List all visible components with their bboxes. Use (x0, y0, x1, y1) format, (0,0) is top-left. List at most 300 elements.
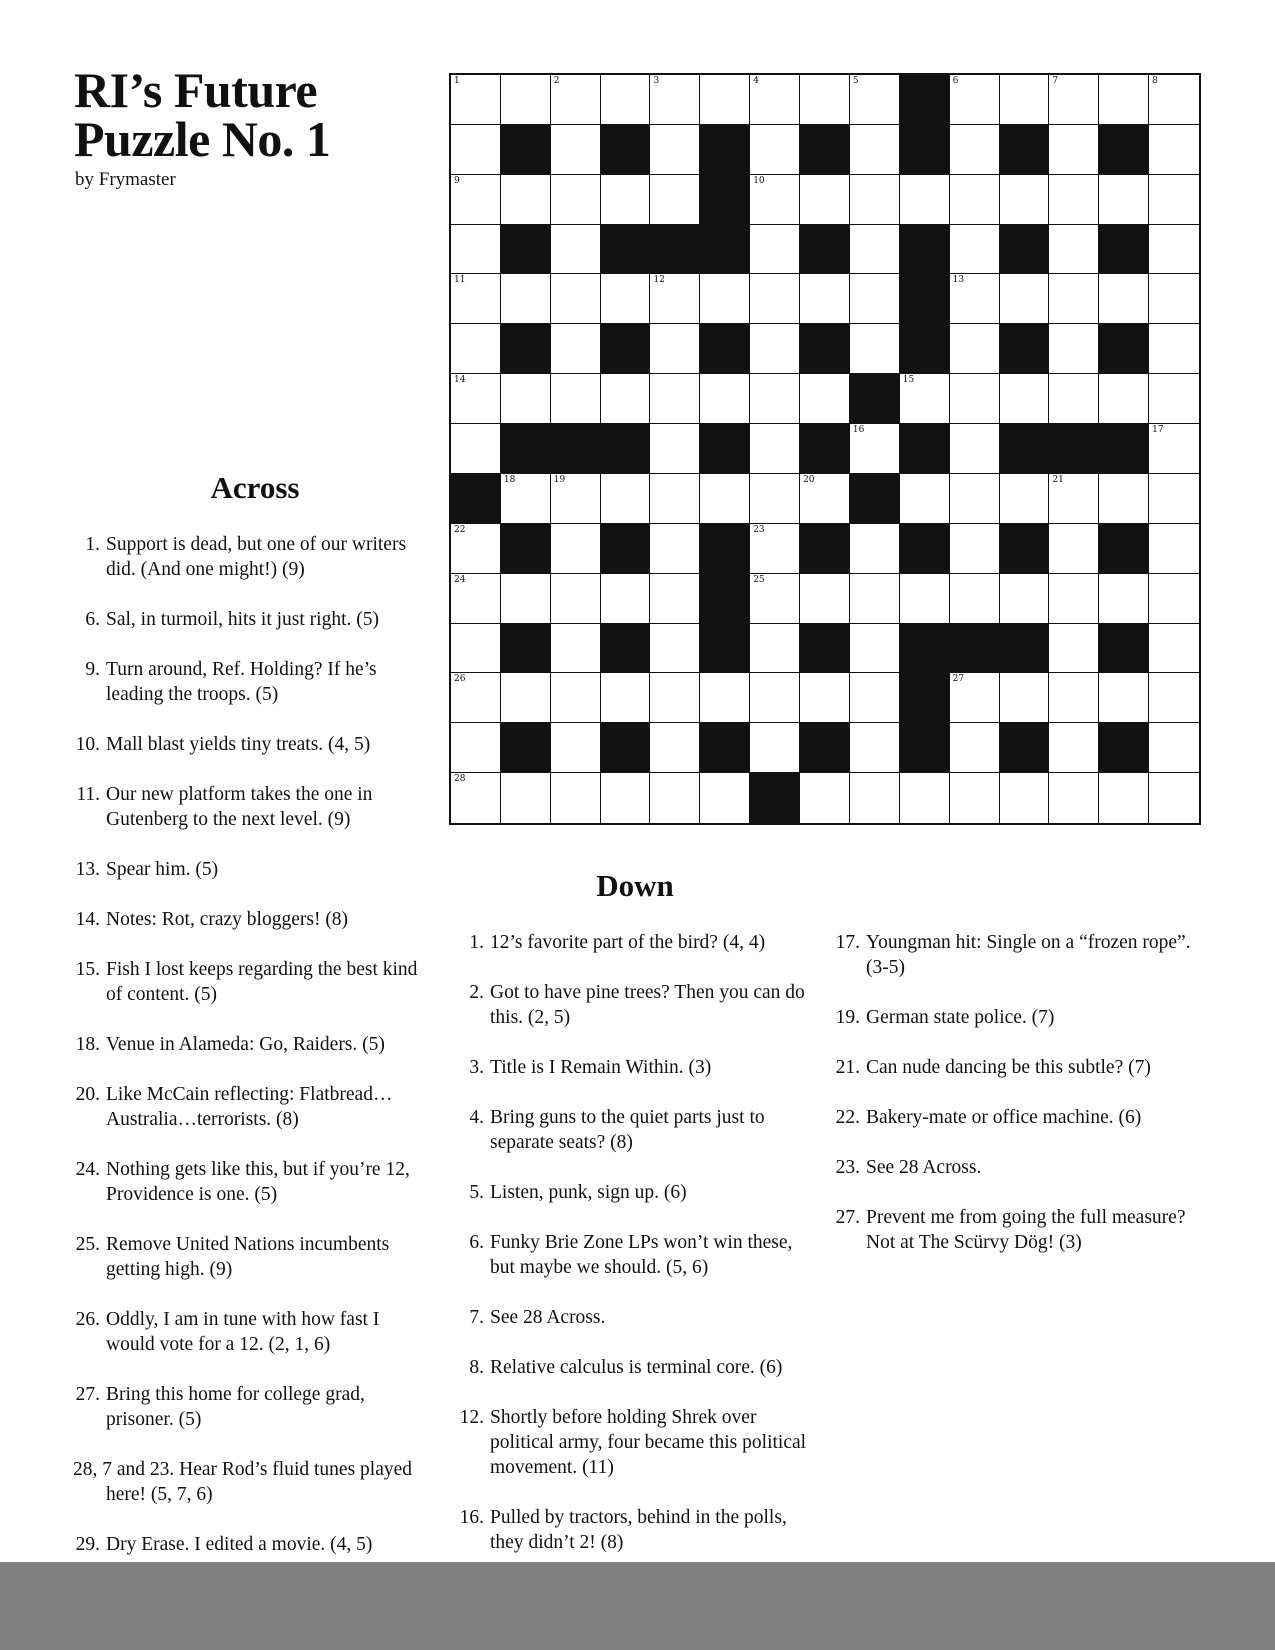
down-heading: Down (596, 868, 674, 903)
grid-cell[interactable] (700, 75, 750, 125)
grid-cell[interactable] (950, 274, 1000, 324)
clue-item-text: Bring this home for college grad, prisoner. (5) (106, 1384, 365, 1430)
clue-item-number: 25. (75, 1234, 100, 1255)
clue-item-number: 3. (469, 1057, 484, 1078)
grid-cell[interactable] (750, 125, 800, 175)
grid-cell[interactable] (601, 773, 651, 823)
grid-cell[interactable] (800, 274, 850, 324)
grid-cell[interactable] (451, 624, 501, 674)
clue-number: 12 (653, 275, 665, 286)
grid-cell[interactable] (1149, 723, 1199, 773)
grid-cell[interactable] (451, 274, 501, 324)
black-square (700, 624, 750, 674)
grid-cell[interactable] (1049, 75, 1099, 125)
clue-number: 24 (454, 574, 466, 585)
clue-item (833, 1105, 1198, 1130)
grid-cell[interactable] (750, 474, 800, 524)
grid-cell[interactable] (1000, 673, 1050, 723)
grid-cell[interactable] (950, 175, 1000, 225)
grid-cell[interactable] (1099, 75, 1149, 125)
grid-cell[interactable] (1099, 274, 1149, 324)
grid-cell[interactable] (1049, 225, 1099, 275)
black-square (700, 524, 750, 574)
grid-cell[interactable] (750, 374, 800, 424)
grid-cell[interactable] (1149, 125, 1199, 175)
black-square (800, 424, 850, 474)
clue-item (833, 930, 1198, 980)
grid-cell[interactable] (551, 723, 601, 773)
grid-cell[interactable] (950, 574, 1000, 624)
grid-cell[interactable] (501, 574, 551, 624)
grid-cell[interactable] (650, 75, 700, 125)
clue-item-number: 9. (85, 659, 100, 680)
grid-cell[interactable] (601, 374, 651, 424)
clue-item-number: 2. (469, 982, 484, 1003)
grid-cell[interactable] (800, 175, 850, 225)
grid-cell[interactable] (1149, 673, 1199, 723)
grid-cell[interactable] (950, 524, 1000, 574)
clue-number: 2 (553, 76, 560, 86)
grid-cell[interactable] (950, 125, 1000, 175)
grid-cell[interactable] (750, 424, 800, 474)
clue-number: 14 (454, 375, 466, 386)
black-square (1099, 424, 1149, 474)
black-square (800, 723, 850, 773)
grid-cell[interactable] (1049, 723, 1099, 773)
grid-cell[interactable] (750, 75, 800, 125)
grid-cell[interactable] (850, 125, 900, 175)
grid-cell[interactable] (501, 474, 551, 524)
grid-cell[interactable] (451, 324, 501, 374)
clue-item-text: Fish I lost keeps regarding the best kind of content. (5) (106, 959, 418, 1005)
black-square (700, 574, 750, 624)
black-square (601, 524, 651, 574)
grid-cell[interactable] (900, 773, 950, 823)
grid-cell[interactable] (850, 524, 900, 574)
black-square (900, 274, 950, 324)
grid-cell[interactable] (551, 773, 601, 823)
grid-cell[interactable] (1099, 574, 1149, 624)
black-square (850, 474, 900, 524)
clue-number: 23 (753, 524, 765, 535)
clue-item-number: 16. (459, 1507, 484, 1528)
clue-item-text: See 28 Across. (866, 1157, 982, 1178)
grid-cell[interactable] (700, 274, 750, 324)
clue-item-text: Bakery-mate or office machine. (6) (866, 1107, 1142, 1128)
clue-item (457, 1230, 817, 1280)
clue-item-text: Youngman hit: Single on a “frozen rope”. (3-5) (866, 932, 1191, 978)
grid-cell[interactable] (1099, 374, 1149, 424)
grid-cell[interactable] (551, 374, 601, 424)
grid-cell[interactable] (1049, 524, 1099, 574)
grid-cell[interactable] (750, 524, 800, 574)
grid-cell[interactable] (650, 524, 700, 574)
clue-item (73, 1082, 423, 1132)
grid-cell[interactable] (1149, 274, 1199, 324)
grid-cell[interactable] (950, 424, 1000, 474)
clue-item-number: 13. (75, 859, 100, 880)
clue-item (457, 1305, 817, 1330)
black-square (1000, 723, 1050, 773)
grid-cell[interactable] (1000, 574, 1050, 624)
black-square (1000, 225, 1050, 275)
grid-cell[interactable] (950, 773, 1000, 823)
grid-cell[interactable] (601, 75, 651, 125)
clue-item (457, 1055, 817, 1080)
grid-cell[interactable] (850, 225, 900, 275)
black-square (700, 125, 750, 175)
black-square (650, 225, 700, 275)
black-square (601, 125, 651, 175)
grid-cell[interactable] (451, 723, 501, 773)
grid-cell[interactable] (1149, 75, 1199, 125)
grid-cell[interactable] (551, 175, 601, 225)
grid-cell[interactable] (800, 75, 850, 125)
grid-cell[interactable] (1049, 274, 1099, 324)
grid-cell[interactable] (1049, 474, 1099, 524)
grid-cell[interactable] (700, 773, 750, 823)
black-square (601, 225, 651, 275)
clue-number: 8 (1152, 76, 1158, 86)
clue-item-text: Dry Erase. I edited a movie. (4, 5) (106, 1534, 373, 1555)
grid-cell[interactable] (650, 175, 700, 225)
clue-number: 27 (952, 674, 965, 685)
grid-cell[interactable] (700, 673, 750, 723)
grid-cell[interactable] (1000, 75, 1050, 125)
grid-cell[interactable] (750, 225, 800, 275)
grid-cell[interactable] (850, 175, 900, 225)
clue-item-text: Turn around, Ref. Holding? If he’s leading the troops. (5) (106, 659, 377, 705)
clue-item (457, 930, 817, 955)
clue-item (73, 732, 423, 757)
grid-cell[interactable] (551, 225, 601, 275)
clue-item-number: 6. (85, 609, 100, 630)
clue-item-text: Nothing gets like this, but if you’re 12, Providence is one. (5) (106, 1159, 410, 1205)
clue-item-number: 23. (835, 1157, 860, 1178)
grid-cell[interactable] (451, 374, 501, 424)
black-square (850, 374, 900, 424)
clue-item-text: Listen, punk, sign up. (6) (490, 1182, 687, 1203)
clue-item-text: Prevent me from going the full measure? Not at The Scürvy Dög! (3) (866, 1207, 1186, 1253)
grid-cell[interactable] (850, 274, 900, 324)
grid-cell[interactable] (650, 673, 700, 723)
clue-number: 11 (454, 275, 466, 286)
grid-cell[interactable] (800, 673, 850, 723)
grid-cell[interactable] (1149, 225, 1199, 275)
grid-cell[interactable] (551, 524, 601, 574)
grid-cell[interactable] (800, 374, 850, 424)
clue-item-text: Remove United Nations incumbents getting high. (9) (106, 1234, 390, 1280)
grid-cell[interactable] (501, 75, 551, 125)
clue-item-number: 20. (75, 1084, 100, 1105)
grid-cell[interactable] (1149, 574, 1199, 624)
grid-cell[interactable] (750, 324, 800, 374)
clue-item (833, 1155, 1198, 1180)
grid-cell[interactable] (850, 424, 900, 474)
title-line-2: Puzzle No. 1 (74, 111, 331, 167)
grid-cell[interactable] (551, 624, 601, 674)
clue-item-text: Bring guns to the quiet parts just to separate seats? (8) (490, 1107, 765, 1153)
grid-cell[interactable] (1099, 673, 1149, 723)
grid-cell[interactable] (551, 324, 601, 374)
black-square (800, 225, 850, 275)
grid-cell[interactable] (551, 274, 601, 324)
grid-cell[interactable] (601, 673, 651, 723)
grid-cell[interactable] (1049, 125, 1099, 175)
black-square (501, 723, 551, 773)
clue-item-number: 21. (835, 1057, 860, 1078)
grid-cell[interactable] (1000, 474, 1050, 524)
grid-cell[interactable] (800, 474, 850, 524)
grid-cell[interactable] (900, 574, 950, 624)
black-square (1000, 524, 1050, 574)
grid-cell[interactable] (650, 125, 700, 175)
clue-number: 28 (454, 774, 466, 785)
grid-cell[interactable] (1149, 624, 1199, 674)
clue-item-number: 7. (469, 1307, 484, 1328)
down-clue-list-2 (833, 930, 1198, 1280)
grid-cell[interactable] (750, 274, 800, 324)
grid-cell[interactable] (1149, 324, 1199, 374)
grid-cell[interactable] (650, 374, 700, 424)
clue-item-text: 12’s favorite part of the bird? (4, 4) (490, 932, 766, 953)
grid-cell[interactable] (750, 175, 800, 225)
grid-cell[interactable] (650, 624, 700, 674)
clue-number: 17 (1152, 425, 1164, 436)
grid-cell[interactable] (950, 723, 1000, 773)
grid-cell[interactable] (601, 474, 651, 524)
clue-item-text: Oddly, I am in tune with how fast I would vote for a 12. (2, 1, 6) (106, 1309, 380, 1355)
clue-item-text: Got to have pine trees? Then you can do this. (2, 5) (490, 982, 805, 1028)
grid-cell[interactable] (750, 723, 800, 773)
clue-number: 25 (753, 574, 765, 585)
footer-bar (0, 1562, 1275, 1650)
grid-cell[interactable] (750, 574, 800, 624)
grid-cell[interactable] (650, 474, 700, 524)
black-square (501, 324, 551, 374)
clue-item-number: 10. (75, 734, 100, 755)
clue-item-number: 15. (75, 959, 100, 980)
grid-cell[interactable] (1099, 773, 1149, 823)
clue-number: 22 (454, 524, 466, 535)
clue-item (73, 607, 423, 632)
clue-item-number: 28, 7 and 23. (73, 1459, 180, 1480)
black-square (551, 424, 601, 474)
grid-cell[interactable] (900, 474, 950, 524)
down-clue-list-1 (457, 930, 817, 1580)
clue-item-number: 8. (469, 1357, 484, 1378)
grid-cell[interactable] (1099, 175, 1149, 225)
clue-item (73, 1457, 423, 1507)
grid-cell[interactable] (650, 274, 700, 324)
byline: by Frymaster (75, 169, 176, 190)
black-square (601, 624, 651, 674)
grid-cell[interactable] (451, 75, 501, 125)
black-square (1000, 624, 1050, 674)
grid-cell[interactable] (551, 574, 601, 624)
clue-item-number: 12. (459, 1407, 484, 1428)
grid-cell[interactable] (601, 274, 651, 324)
clue-item-number: 22. (835, 1107, 860, 1128)
clue-number: 10 (753, 175, 765, 186)
grid-cell[interactable] (1049, 673, 1099, 723)
black-square (451, 474, 501, 524)
grid-cell[interactable] (750, 624, 800, 674)
clue-number: 19 (553, 474, 566, 485)
black-square (601, 424, 651, 474)
grid-cell[interactable] (950, 374, 1000, 424)
grid-cell[interactable] (501, 175, 551, 225)
black-square (900, 75, 950, 125)
grid-cell[interactable] (850, 673, 900, 723)
grid-cell[interactable] (650, 773, 700, 823)
grid-cell[interactable] (1049, 574, 1099, 624)
grid-cell[interactable] (950, 225, 1000, 275)
black-square (900, 424, 950, 474)
puzzle-title (74, 62, 331, 167)
clue-number: 5 (852, 76, 859, 86)
black-square (601, 324, 651, 374)
grid-cell[interactable] (501, 773, 551, 823)
grid-cell[interactable] (1049, 374, 1099, 424)
grid-cell[interactable] (650, 324, 700, 374)
grid-cell[interactable] (451, 175, 501, 225)
grid-cell[interactable] (551, 474, 601, 524)
grid-cell[interactable] (750, 673, 800, 723)
grid-cell[interactable] (451, 773, 501, 823)
grid-cell[interactable] (1049, 324, 1099, 374)
black-square (800, 324, 850, 374)
grid-cell[interactable] (1149, 773, 1199, 823)
black-square (1000, 125, 1050, 175)
grid-cell[interactable] (601, 574, 651, 624)
grid-cell[interactable] (1000, 274, 1050, 324)
clue-number: 13 (952, 275, 965, 286)
grid-cell[interactable] (950, 75, 1000, 125)
clue-item (457, 980, 817, 1030)
grid-cell[interactable] (800, 773, 850, 823)
grid-cell[interactable] (501, 374, 551, 424)
clue-item-number: 6. (469, 1232, 484, 1253)
clue-item (73, 782, 423, 832)
grid-cell[interactable] (1149, 424, 1199, 474)
grid-cell[interactable] (1049, 175, 1099, 225)
grid-cell[interactable] (900, 374, 950, 424)
grid-cell[interactable] (1149, 524, 1199, 574)
clue-item-text: Like McCain reflecting: Flatbread… Australia…terrorists. (8) (106, 1084, 393, 1130)
grid-cell[interactable] (850, 75, 900, 125)
clue-number: 16 (852, 425, 865, 436)
grid-cell[interactable] (1099, 474, 1149, 524)
black-square (601, 723, 651, 773)
clue-item (73, 1232, 423, 1282)
grid-cell[interactable] (1049, 624, 1099, 674)
grid-cell[interactable] (1149, 474, 1199, 524)
clue-number: 7 (1052, 76, 1059, 86)
black-square (1099, 324, 1149, 374)
clue-item-text: Spear him. (5) (106, 859, 219, 880)
clue-item (73, 957, 423, 1007)
grid-cell[interactable] (650, 723, 700, 773)
grid-cell[interactable] (451, 574, 501, 624)
grid-cell[interactable] (700, 374, 750, 424)
grid-cell[interactable] (451, 225, 501, 275)
grid-cell[interactable] (950, 474, 1000, 524)
clue-item-text: Support is dead, but one of our writers did. (And one might!) (9) (106, 534, 407, 580)
grid-cell[interactable] (451, 524, 501, 574)
black-square (501, 424, 551, 474)
grid-cell[interactable] (501, 673, 551, 723)
grid-cell[interactable] (850, 324, 900, 374)
clue-item (73, 1532, 423, 1557)
grid-cell[interactable] (1000, 773, 1050, 823)
grid-cell[interactable] (850, 624, 900, 674)
black-square (1099, 624, 1149, 674)
grid-cell[interactable] (950, 324, 1000, 374)
black-square (900, 624, 950, 674)
grid-cell[interactable] (601, 175, 651, 225)
grid-cell[interactable] (1149, 175, 1199, 225)
grid-cell[interactable] (850, 723, 900, 773)
black-square (800, 624, 850, 674)
clue-item (73, 532, 423, 582)
grid-cell[interactable] (551, 125, 601, 175)
black-square (900, 723, 950, 773)
clue-item-number: 14. (75, 909, 100, 930)
clue-number: 21 (1052, 474, 1064, 485)
grid-cell[interactable] (451, 125, 501, 175)
grid-cell[interactable] (850, 574, 900, 624)
clue-item-number: 24. (75, 1159, 100, 1180)
black-square (900, 324, 950, 374)
clue-item-number: 11. (76, 784, 100, 805)
grid-cell[interactable] (700, 474, 750, 524)
clue-item (833, 1005, 1198, 1030)
clue-item (73, 907, 423, 932)
clue-item-number: 1. (469, 932, 484, 953)
grid-cell[interactable] (800, 574, 850, 624)
clue-item (73, 657, 423, 707)
grid-cell[interactable] (850, 773, 900, 823)
clue-item (457, 1105, 817, 1155)
clue-item-number: 4. (469, 1107, 484, 1128)
grid-cell[interactable] (1000, 374, 1050, 424)
grid-cell[interactable] (1000, 175, 1050, 225)
clue-item-number: 27. (835, 1207, 860, 1228)
grid-cell[interactable] (900, 175, 950, 225)
clue-item (73, 1307, 423, 1357)
grid-cell[interactable] (1149, 374, 1199, 424)
grid-cell[interactable] (950, 673, 1000, 723)
clue-item-number: 29. (75, 1534, 100, 1555)
black-square (900, 125, 950, 175)
grid-cell[interactable] (650, 574, 700, 624)
grid-cell[interactable] (551, 673, 601, 723)
clue-item (833, 1205, 1198, 1255)
black-square (900, 225, 950, 275)
clue-number: 4 (753, 76, 759, 86)
across-clue-list (73, 532, 423, 1582)
grid-cell[interactable] (451, 424, 501, 474)
clue-item (73, 1032, 423, 1057)
grid-cell[interactable] (1049, 773, 1099, 823)
grid-cell[interactable] (551, 75, 601, 125)
clue-number: 26 (454, 674, 466, 685)
grid-cell[interactable] (451, 673, 501, 723)
grid-cell[interactable] (501, 274, 551, 324)
grid-cell[interactable] (650, 424, 700, 474)
black-square (1000, 324, 1050, 374)
